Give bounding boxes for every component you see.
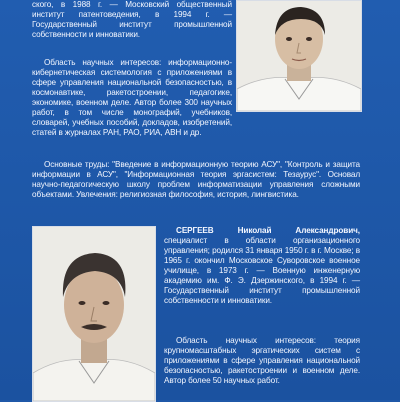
author2-bio [164, 226, 360, 306]
author1-works: Основные труды: "Введение в информационную теорию АСУ", "Контроль и защита информации в АСУ", "Информационная теория эргасистем: Тезаурус". Основал научно-педагогическую школу проблем информатизации управления сложными объектами. Увлечения: религиозная философия, история, лингвистика. [32, 160, 360, 199]
author1-portrait-icon [237, 1, 361, 111]
author2-interests: Область научных интересов: теория крупномасштабных эргатических систем с приложениями в сфере управления национальной безопасностью, ракетостроении и военном деле. Автор более 50 научных работ. [164, 336, 360, 385]
author2-portrait-icon [33, 227, 155, 401]
author1-interests: Область научных интересов: информационно-кибернетическая системология с приложениями в сфере управления национальной безопасностью, в космонавтике, ракетостроении, педагогике, экономике, военном деле. Автор более 300 научных работ, в том числе монографий, учебников, словарей, учебных пособий, докладов, изобретений, статей в журналах РАН, РАО, РИА, АВН и др. [32, 58, 232, 137]
author2-photo [32, 226, 156, 402]
author1-bio-tail: ского, в 1988 г. — Московский общественный институт патентоведения, в 1994 г. — Государственный институт промышленной собственности и инноватики. [32, 0, 232, 39]
author2-bio-text: специалист в области организационного управления; родился 31 января 1950 г. в г. Москве; в 1965 г. окончил Московское Суворовское военное училище, в 1973 г. — Военную инженерную академию им. Ф. Э. Дзержинского, в 1994 г. — Государственный институт промышленной собственности и инноватики. [164, 236, 360, 305]
author2-name: СЕРГЕЕВ Николай Александрович, [176, 226, 360, 235]
author1-photo [236, 0, 362, 112]
